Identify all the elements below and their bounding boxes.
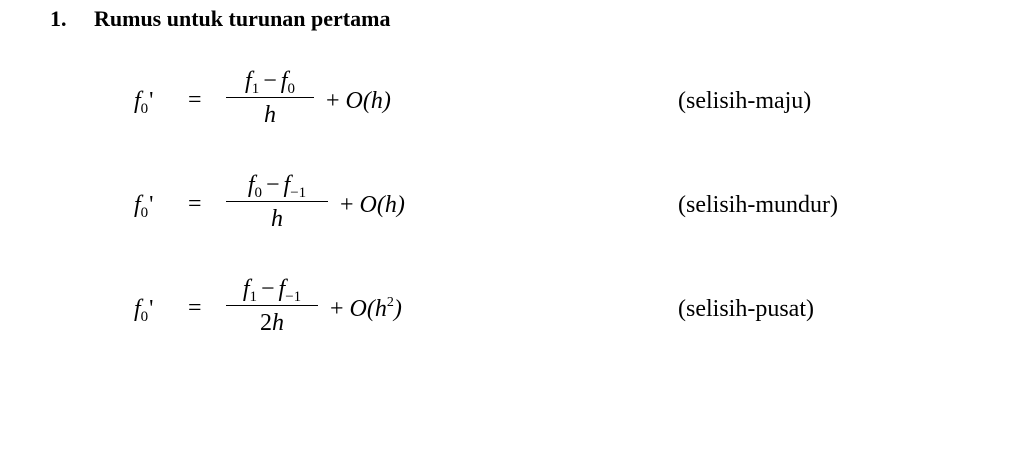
formula-lhs bbox=[134, 192, 154, 219]
formula-label: (selisih-mundur) bbox=[678, 192, 838, 218]
lhs-subscript: 0 bbox=[140, 309, 149, 325]
error-term: + $O(h^2)$ bbox=[330, 295, 402, 322]
formula-label: (selisih-maju) bbox=[678, 88, 812, 114]
lhs-prime: ' bbox=[149, 192, 154, 218]
section-number: 1. bbox=[50, 6, 67, 31]
fraction-numerator: $f_0 - f_{-1}$ bbox=[247, 172, 307, 201]
fraction-numerator: $f_1 - f_{-1}$ bbox=[242, 276, 302, 305]
fraction bbox=[226, 276, 318, 337]
formula-lhs bbox=[134, 296, 154, 323]
equals-sign: = bbox=[188, 191, 202, 217]
lhs-symbol: f bbox=[134, 192, 141, 218]
formula-lhs bbox=[134, 88, 154, 115]
lhs-symbol: f bbox=[134, 296, 141, 322]
fraction-denominator: h bbox=[264, 102, 276, 128]
lhs-subscript: 0 bbox=[140, 205, 149, 221]
formula-central-difference bbox=[0, 276, 1028, 346]
section-heading bbox=[50, 6, 390, 32]
lhs-symbol: f bbox=[134, 88, 141, 114]
section-title: Rumus untuk turunan pertama bbox=[94, 6, 391, 31]
formula-backward-difference bbox=[0, 172, 1028, 242]
fraction bbox=[226, 68, 314, 129]
equals-sign: = bbox=[188, 87, 202, 113]
error-term: + O(h) bbox=[340, 192, 405, 218]
lhs-prime: ' bbox=[149, 88, 154, 114]
formula-forward-difference bbox=[0, 68, 1028, 138]
lhs-prime: ' bbox=[149, 296, 154, 322]
lhs-subscript: 0 bbox=[140, 101, 149, 117]
fraction-denominator: 2h bbox=[260, 310, 284, 336]
equals-sign: = bbox=[188, 295, 202, 321]
fraction bbox=[226, 172, 328, 233]
error-term: + O(h) bbox=[326, 88, 391, 114]
formula-label: (selisih-pusat) bbox=[678, 296, 814, 322]
fraction-denominator: h bbox=[271, 206, 283, 232]
fraction-numerator: $f_1 - f_0$ bbox=[245, 68, 295, 97]
